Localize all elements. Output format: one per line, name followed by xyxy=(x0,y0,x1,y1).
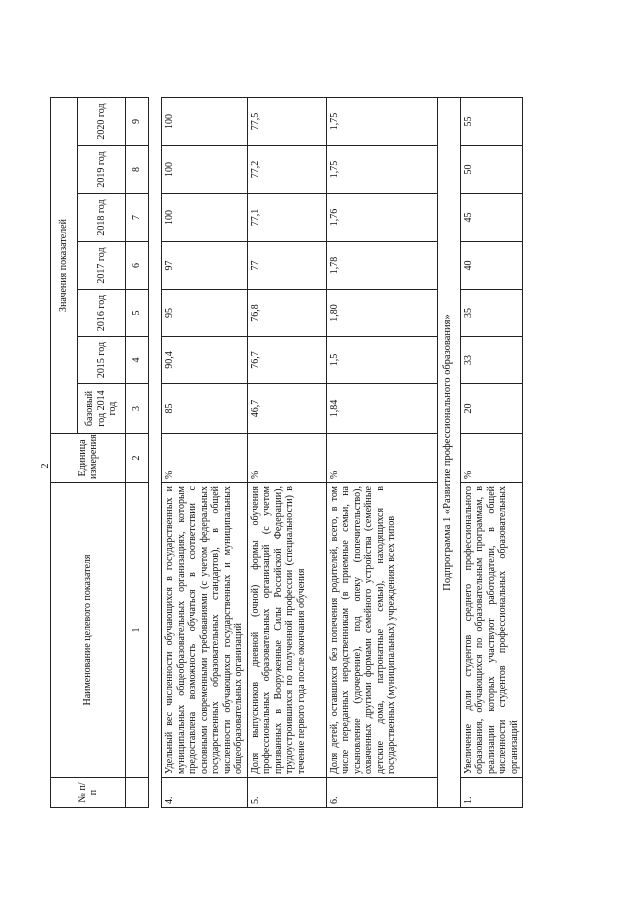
column-number xyxy=(126,778,149,808)
header-year: 2020 год xyxy=(78,97,126,145)
row-value: 35 xyxy=(460,290,523,337)
header-values-group: Значения показателей xyxy=(51,97,78,433)
column-number: 5 xyxy=(126,290,149,337)
column-number: 6 xyxy=(126,242,149,290)
row-value: 100 xyxy=(162,146,248,194)
row-value: 100 xyxy=(162,97,248,145)
table-row xyxy=(247,97,326,807)
page-number: 2 xyxy=(39,463,51,469)
row-value: 77,2 xyxy=(247,146,326,194)
column-number: 4 xyxy=(126,337,149,384)
header-year: базовый год 2014 год xyxy=(78,384,126,434)
row-value: 1,84 xyxy=(326,384,437,434)
row-num: 5. xyxy=(247,778,326,808)
row-value: 85 xyxy=(162,384,248,434)
row-num: 6. xyxy=(326,778,437,808)
column-number: 2 xyxy=(126,434,149,483)
row-name: Доля детей, оставшихся без попечения родителей, всего, в том числе переданных неродственникам (в приемные семьи, на усыновление (удочерение), под опеку (попечительство), охваченных другими формами семейного устройства (семейные детские дома, патронатные семьи), находящихся в государственных (муниципальных) учреждениях всех типов xyxy=(326,483,437,778)
row-value: 1,75 xyxy=(326,97,437,145)
table-row xyxy=(162,97,248,807)
row-value: 1,75 xyxy=(326,146,437,194)
row-unit: % xyxy=(326,434,437,483)
row-name: Увеличение доли студентов среднего профессионального образования, обучающихся по образовательным программам, в реализации которых участвуют работодатели, в общей численности студентов профессиональных образовательных организаций xyxy=(460,483,523,778)
column-number: 7 xyxy=(126,194,149,242)
row-value: 33 xyxy=(460,337,523,384)
row-value: 45 xyxy=(460,194,523,242)
row-value: 76,7 xyxy=(247,337,326,384)
table-gap xyxy=(149,97,162,807)
row-value: 100 xyxy=(162,194,248,242)
subprogram-title: Подпрограмма 1 «Развитие профессионального образования» xyxy=(437,97,460,807)
header-year: 2017 год xyxy=(78,242,126,290)
row-value: 77,1 xyxy=(247,194,326,242)
row-value: 20 xyxy=(460,384,523,434)
column-number: 1 xyxy=(126,483,149,778)
row-value: 77,5 xyxy=(247,97,326,145)
row-value: 55 xyxy=(460,97,523,145)
header-num: № п/п xyxy=(51,778,126,808)
table-row xyxy=(326,97,437,807)
row-value: 97 xyxy=(162,242,248,290)
header-year: 2018 год xyxy=(78,194,126,242)
row-value: 1,5 xyxy=(326,337,437,384)
indicators-table xyxy=(50,97,523,808)
column-number: 8 xyxy=(126,146,149,194)
row-unit: % xyxy=(460,434,523,483)
row-value: 76,8 xyxy=(247,290,326,337)
header-year: 2016 год xyxy=(78,290,126,337)
column-number: 3 xyxy=(126,384,149,434)
header-year: 2019 год xyxy=(78,146,126,194)
row-value: 95 xyxy=(162,290,248,337)
row-value: 1,78 xyxy=(326,242,437,290)
row-value: 77 xyxy=(247,242,326,290)
subprogram-row xyxy=(437,97,460,807)
table-row xyxy=(460,97,523,807)
column-number: 9 xyxy=(126,97,149,145)
row-value: 40 xyxy=(460,242,523,290)
row-value: 1,76 xyxy=(326,194,437,242)
row-value: 90,4 xyxy=(162,337,248,384)
row-unit: % xyxy=(162,434,248,483)
row-unit: % xyxy=(247,434,326,483)
row-value: 1,80 xyxy=(326,290,437,337)
row-num: 1. xyxy=(460,778,523,808)
row-value: 46,7 xyxy=(247,384,326,434)
row-name: Доля выпускников дневной (очной) формы обучения профессиональных образовательных организаций (с учетом призванных в Вооруженные Силы Российской Федерации), трудоустроившихся по полученной профессии (специальности) в течение первого года после окончания обучения xyxy=(247,483,326,778)
header-year: 2015 год xyxy=(78,337,126,384)
row-name: Удельный вес численности обучающихся в государственных и муниципальных общеобразовательных организациях, которым предоставлена возможность обучаться в соответствии с основными современными требованиями (с учетом федеральных государственных образовательных стандартов), в общей численности обучающихся государственных и муниципальных общеобразовательных организаций xyxy=(162,483,248,778)
header-unit: Единица измерения xyxy=(51,434,126,483)
row-value: 50 xyxy=(460,146,523,194)
header-name: Наименование целевого показателя xyxy=(51,483,126,778)
row-num: 4. xyxy=(162,778,248,808)
rotated-page xyxy=(50,98,520,808)
